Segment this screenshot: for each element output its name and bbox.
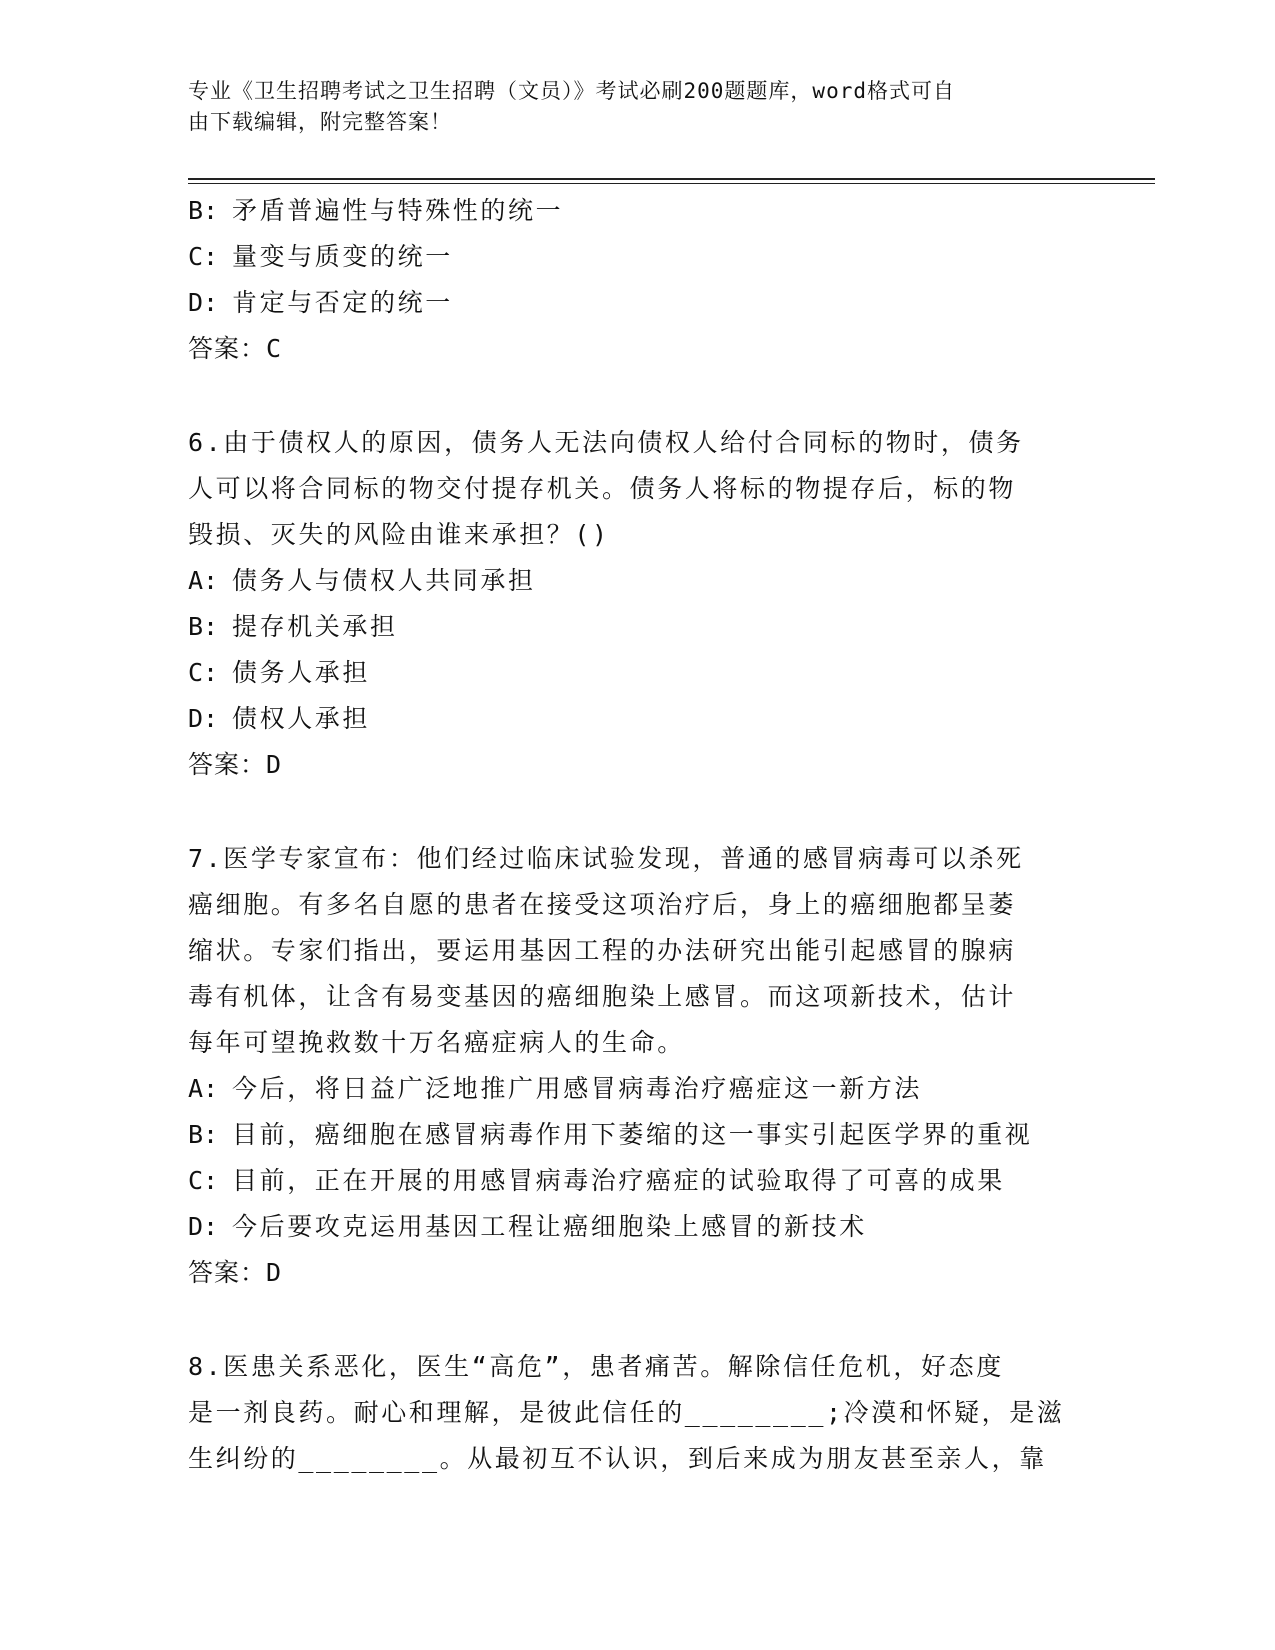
option-text: 目前，正在开展的用感冒病毒治疗癌症的试验取得了可喜的成果	[232, 1166, 1005, 1195]
option-key: C:	[188, 242, 219, 271]
stem-line: 缩状。专家们指出，要运用基因工程的办法研究出能引起感冒的腺病	[188, 936, 1017, 965]
option-key: D:	[188, 704, 219, 733]
option-b	[188, 188, 1088, 234]
option-c	[188, 650, 1088, 696]
question-stem	[188, 420, 1088, 558]
stem-line: 7.医学专家宣布：他们经过临床试验发现，普通的感冒病毒可以杀死	[188, 844, 1024, 873]
header-line-1: 专业《卫生招聘考试之卫生招聘（文员）》考试必刷200题题库，word格式可自	[188, 79, 955, 103]
stem-line: 生纠纷的________。从最初互不认识，到后来成为朋友甚至亲人，靠	[188, 1444, 1047, 1473]
option-key: A:	[188, 1074, 219, 1103]
option-c	[188, 1158, 1088, 1204]
option-b	[188, 604, 1088, 650]
question-stem	[188, 836, 1088, 1066]
option-key: B:	[188, 196, 219, 225]
question-6	[188, 420, 1088, 788]
option-b	[188, 1112, 1088, 1158]
option-text: 提存机关承担	[232, 612, 398, 641]
option-a	[188, 1066, 1088, 1112]
header-line-2: 由下载编辑，附完整答案！	[188, 110, 452, 134]
question-5-tail	[188, 188, 1088, 372]
option-text: 债务人承担	[232, 658, 371, 687]
option-key: D:	[188, 1212, 219, 1241]
option-c	[188, 234, 1088, 280]
option-text: 债权人承担	[232, 704, 371, 733]
option-key: B:	[188, 612, 219, 641]
option-d	[188, 1204, 1088, 1250]
stem-line: 每年可望挽救数十万名癌症病人的生命。	[188, 1028, 685, 1057]
option-text: 今后，将日益广泛地推广用感冒病毒治疗癌症这一新方法	[232, 1074, 923, 1103]
stem-line: 是一剂良药。耐心和理解，是彼此信任的________;冷漠和怀疑，是滋	[188, 1398, 1065, 1427]
stem-line: 癌细胞。有多名自愿的患者在接受这项治疗后，身上的癌细胞都呈萎	[188, 890, 1017, 919]
option-text: 量变与质变的统一	[232, 242, 453, 271]
option-d	[188, 280, 1088, 326]
header-divider-thin	[188, 183, 1155, 184]
stem-line: 毁损、灭失的风险由谁来承担？()	[188, 520, 610, 549]
stem-line: 人可以将合同标的物交付提存机关。债务人将标的物提存后，标的物	[188, 474, 1017, 503]
answer-line: 答案：D	[188, 1258, 283, 1287]
option-text: 目前，癌细胞在感冒病毒作用下萎缩的这一事实引起医学界的重视	[232, 1120, 1033, 1149]
question-stem	[188, 1344, 1088, 1482]
option-text: 肯定与否定的统一	[232, 288, 453, 317]
option-text: 债务人与债权人共同承担	[232, 566, 536, 595]
stem-line: 6.由于债权人的原因，债务人无法向债权人给付合同标的物时，债务	[188, 428, 1024, 457]
document-body	[188, 188, 1088, 1482]
option-key: C:	[188, 658, 219, 687]
answer-line: 答案：C	[188, 334, 283, 363]
stem-line: 8.医患关系恶化，医生“高危”，患者痛苦。解除信任危机，好态度	[188, 1352, 1004, 1381]
option-text: 矛盾普遍性与特殊性的统一	[232, 196, 564, 225]
option-key: D:	[188, 288, 219, 317]
answer-line: 答案：D	[188, 750, 283, 779]
option-d	[188, 696, 1088, 742]
option-key: B:	[188, 1120, 219, 1149]
question-8	[188, 1344, 1088, 1482]
stem-line: 毒有机体，让含有易变基因的癌细胞染上感冒。而这项新技术，估计	[188, 982, 1017, 1011]
header-divider-thick	[188, 178, 1155, 180]
option-key: C:	[188, 1166, 219, 1195]
question-7	[188, 836, 1088, 1296]
option-a	[188, 558, 1088, 604]
option-key: A:	[188, 566, 219, 595]
option-text: 今后要攻克运用基因工程让癌细胞染上感冒的新技术	[232, 1212, 867, 1241]
document-header	[188, 76, 1068, 138]
